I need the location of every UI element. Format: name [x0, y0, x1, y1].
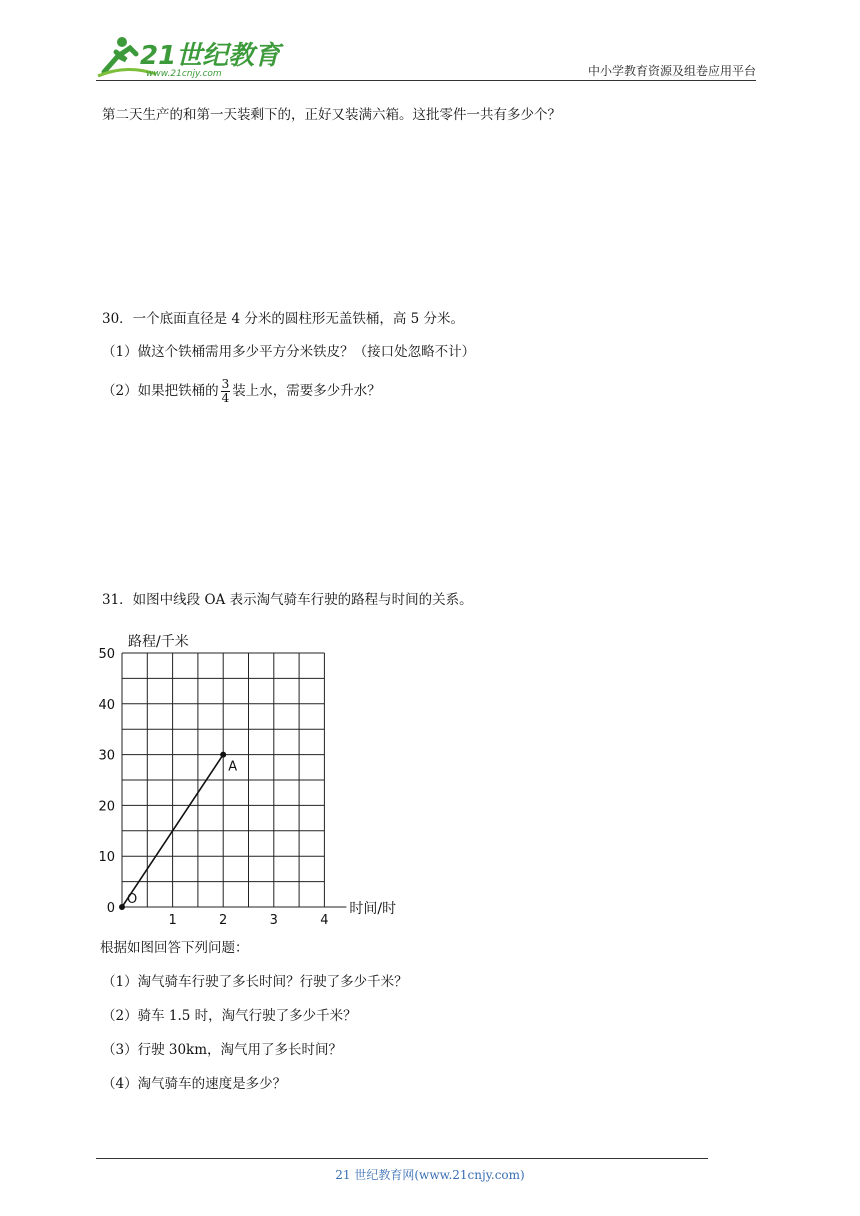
y-tick-label: 40: [98, 697, 115, 713]
fraction: [221, 378, 231, 405]
site-logo: [96, 34, 281, 80]
fraction-numerator: 3: [221, 377, 230, 391]
y-tick-label: 10: [98, 850, 115, 866]
q30-part2-after: 装上水，需要多少升水？: [232, 383, 381, 399]
x-tick-label: 2: [219, 913, 228, 928]
q30-stem: 30．一个底面直径是 4 分米的圆柱形无盖铁桶，高 5 分米。: [102, 311, 465, 327]
distance-time-chart: [90, 620, 420, 930]
logo-main-text: 21世纪教育: [140, 41, 281, 71]
q29-continuation: 第二天生产的和第一天装剩下的，正好又装满六箱。这批零件一共有多少个？: [102, 107, 561, 123]
point-label-a: A: [228, 759, 238, 775]
footer-text: 21 世纪教育网(www.21cnjy.com): [335, 1168, 525, 1182]
q30-part2: [102, 374, 381, 408]
q31-part-2: （2）骑车 1.5 时，淘气行驶了多少千米？: [102, 1008, 357, 1024]
q31-part-1: （1）淘气骑车行驶了多长时间？行驶了多少千米？: [102, 974, 408, 990]
fraction-denominator: 4: [221, 391, 230, 405]
logo-sub-text: www.21cnjy.com: [146, 69, 222, 79]
point-o: [119, 904, 125, 910]
y-tick-label: 30: [98, 748, 115, 764]
point-a: [220, 752, 226, 758]
runner-logo-icon: [96, 34, 281, 80]
q30-part2-before: （2）如果把铁桶的: [102, 383, 219, 399]
x-tick-label: 1: [168, 913, 177, 928]
header-platform-text: 中小学教育资源及组卷应用平台: [587, 64, 756, 78]
x-tick-label: 3: [269, 913, 278, 928]
y-tick-label: 50: [98, 647, 115, 662]
header-divider: [96, 80, 756, 81]
y-tick-label: 0: [106, 901, 115, 916]
x-tick-label: 4: [320, 913, 329, 928]
q31-intro: 根据如图回答下列问题：: [100, 940, 249, 956]
q31-part-3: （3）行驶 30km，淘气用了多长时间？: [102, 1042, 343, 1058]
y-axis-label: 路程/千米: [128, 634, 189, 650]
y-tick-label: 20: [98, 799, 115, 815]
point-label-o: O: [127, 892, 138, 907]
q31-part-4: （4）淘气骑车的速度是多少？: [102, 1076, 287, 1092]
footer-divider: [96, 1158, 708, 1159]
x-axis-label: 时间/时: [349, 901, 397, 917]
q30-part1: （1）做这个铁桶需用多少平方分米铁皮？（接口处忽略不计）: [102, 344, 476, 360]
q31-stem: 31．如图中线段 OA 表示淘气骑车行驶的路程与时间的关系。: [102, 592, 473, 608]
